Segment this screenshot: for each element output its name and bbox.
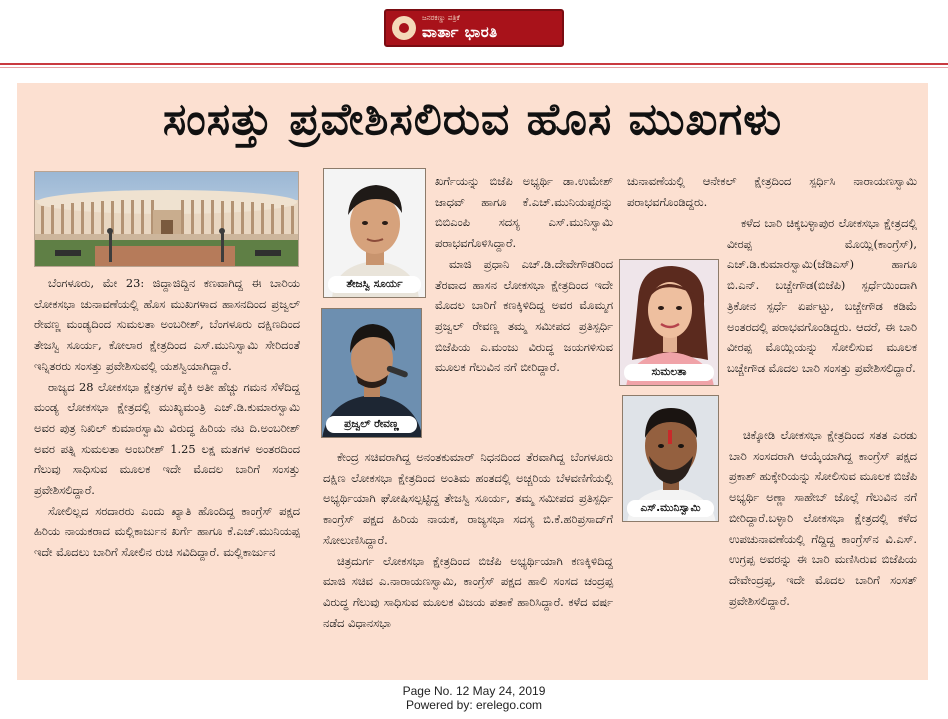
powered-by-link[interactable]: Powered by: erelego.com <box>405 698 543 712</box>
article-column-3-right <box>727 213 917 379</box>
paragraph: ಬೆಂಗಳೂರು, ಮೇ 23: ಜಿದ್ದಾಜಿದ್ದಿನ ಕಣವಾಗಿದ್ದ ಈ ಬಾರಿಯ ಲೋಕಸಭಾ ಚುನಾವಣೆಯಲ್ಲಿ ಹೊಸ ಮುಖಗಳಾದ ಹಾಸನದಿಂದ ಪ್ರಜ್ವಲ್ ರೇವಣ್ಣ ಮಂಡ್ಯದಿಂದ ಸುಮಲತಾ ಅಂಬರೀಶ್, ಬೆಂಗಳೂರು ದಕ್ಷಿಣದಿಂದ ತೇಜಸ್ವಿ ಸೂರ್ಯ, ಕೋಲಾರ ಕ್ಷೇತ್ರದಿಂದ ಎಸ್.ಮುನಿಸ್ವಾಮಿ ಸೇರಿದಂತೆ ಇನ್ನಿತರರು ಸಂಸತ್ತು ಪ್ರವೇಶಿಸುವಲ್ಲಿ ಯಶಸ್ವಿಯಾಗಿದ್ದಾರೆ. <box>34 276 300 373</box>
photo-muniswamy <box>622 395 719 522</box>
paragraph: ಕೇಂದ್ರ ಸಚಿವರಾಗಿದ್ದ ಅನಂತಕುಮಾರ್ ನಿಧನದಿಂದ ತೆರವಾಗಿದ್ದ ಬೆಂಗಳೂರು ದಕ್ಷಿಣ ಲೋಕಸಭಾ ಕ್ಷೇತ್ರದಿಂದ ಅಂತಿಮ ಹಂತದಲ್ಲಿ ಅಚ್ಚರಿಯ ಬೆಳವಣಿಗೆಯಲ್ಲಿ ಅಭ್ಯರ್ಥಿಯಾಗಿ ಘೋಷಿಸಲ್ಪಟ್ಟಿದ್ದ ತೇಜಸ್ವಿ ಸೂರ್ಯ, ತಮ್ಮ ಸಮೀಪದ ಪ್ರತಿಸ್ಪರ್ಧಿ ಕಾಂಗ್ರೆಸ್ ಪಕ್ಷದ ಹಿರಿಯ ನಾಯಕ, ರಾಜ್ಯಸಭಾ ಸದಸ್ಯ ಬಿ.ಕೆ.ಹರಿಪ್ರಸಾದ್‌ಗೆ ಸೋಲುಣಿಸಿದ್ದಾರೆ. <box>323 450 613 547</box>
article-column-2-lower <box>323 447 613 633</box>
paragraph: ಚಿತ್ರದುರ್ಗ ಲೋಕಸಭಾ ಕ್ಷೇತ್ರದಿಂದ ಬಿಜೆಪಿ ಅಭ್ಯರ್ಥಿಯಾಗಿ ಕಣಕ್ಕಿಳಿದಿದ್ದ ಮಾಜಿ ಸಚಿವ ಎ.ನಾರಾಯಣಸ್ವಾಮಿ, ಕಾಂಗ್ರೆಸ್ ಪಕ್ಷದ ಹಾಲಿ ಸಂಸದ ಚಂದ್ರಪ್ಪ ವಿರುದ್ಧ ಗೆಲುವು ಸಾಧಿಸುವ ಮೂಲಕ ವಿಜಯ ಪತಾಕೆ ಹಾರಿಸಿದ್ದಾರೆ. ಕಳೆದ ವರ್ಷ ನಡೆದ ವಿಧಾನಸಭಾ <box>323 553 613 630</box>
parliament-building-image <box>35 172 299 267</box>
photo-tejasvi-surya <box>323 168 426 298</box>
paragraph: ಖರ್ಗೆಯನ್ನು ಬಿಜೆಪಿ ಅಭ್ಯರ್ಥಿ ಡಾ.ಉಮೇಶ್ ಜಾಧವ್ ಹಾಗೂ ಕೆ.ಎಚ್.ಮುನಿಯಪ್ಪರನ್ನು ಬಿಬಿಎಂಪಿ ಸದಸ್ಯ ಎಸ್.ಮುನಿಸ್ವಾಮಿ ಪರಾಭವಗೊಳಿಸಿದ್ದಾರೆ. <box>435 174 613 251</box>
photo-caption: ಪ್ರಜ್ವಲ್ ರೇವಣ್ಣ <box>326 416 417 433</box>
photo-sumalatha <box>619 259 719 386</box>
article-column-3-top <box>627 171 917 212</box>
logo-emblem-icon <box>392 16 416 40</box>
photo-caption: ತೇಜಸ್ವಿ ಸೂರ್ಯ <box>328 276 421 293</box>
masthead-divider <box>0 63 948 65</box>
parliament-photo <box>34 171 299 267</box>
paragraph: ಕಳೆದ ಬಾರಿ ಚಿಕ್ಕಬಳ್ಳಾಪುರ ಲೋಕಸಭಾ ಕ್ಷೇತ್ರದಲ್ಲಿ ವೀರಪ್ಪ ಮೊಯ್ಲಿ(ಕಾಂಗ್ರೆಸ್), ಎಚ್.ಡಿ.ಕುಮಾರಸ್ವಾಮಿ(ಜೆಡಿಎಸ್) ಹಾಗೂ ಬಿ.ಎನ್. ಬಚ್ಚೇಗೌಡ(ಬಿಜೆಪಿ) ಸ್ಪರ್ಧೆಯಿಂದಾಗಿ ತ್ರಿಕೋನ ಸ್ಪರ್ಧೆ ಏರ್ಪಟ್ಟು, ಬಚ್ಚೇಗೌಡ ಕಡಿಮೆ ಅಂತರದಲ್ಲಿ ಪರಾಭವಗೊಂಡಿದ್ದರು. ಆದರೆ, ಈ ಬಾರಿ ವೀರಪ್ಪ ಮೊಯ್ಲಿಯನ್ನು ಸೋಲಿಸುವ ಮೂಲಕ ಬಚ್ಚೇಗೌಡ ಮೊದಲ ಬಾರಿ ಸಂಸತ್ತು ಪ್ರವೇಶಿಸಲಿದ್ದಾರೆ. <box>727 216 917 375</box>
masthead-divider-thin <box>0 67 948 68</box>
paragraph: ಚಿಕ್ಕೋಡಿ ಲೋಕಸಭಾ ಕ್ಷೇತ್ರದಿಂದ ಸತತ ಎರಡು ಬಾರಿ ಸಂಸದರಾಗಿ ಆಯ್ಕೆಯಾಗಿದ್ದ ಕಾಂಗ್ರೆಸ್ ಪಕ್ಷದ ಪ್ರಕಾಶ್ ಹುಕ್ಕೇರಿಯನ್ನು ಸೋಲಿಸುವ ಮೂಲಕ ಬಿಜೆಪಿ ಅಭ್ಯರ್ಥಿ ಅಣ್ಣಾ ಸಾಹೇಬ್ ಜೊಲ್ಲೆ ಗೆಲುವಿನ ನಗೆ ಬೀರಿದ್ದಾರೆ.ಬಳ್ಳಾರಿ ಲೋಕಸಭಾ ಕ್ಷೇತ್ರದಲ್ಲಿ ಕಳೆದ ಉಪಚುನಾವಣೆಯಲ್ಲಿ ಗೆದ್ದಿದ್ದ ಕಾಂಗ್ರೆಸ್‌ನ ವಿ.ಎಸ್. ಉಗ್ರಪ್ಪ ಅವರನ್ನು ಈ ಬಾರಿ ಮಣಿಸಿರುವ ಬಿಜೆಪಿಯ ದೇವೇಂದ್ರಪ್ಪ, ಇದೇ ಮೊದಲ ಬಾರಿಗೆ ಸಂಸತ್ ಪ್ರವೇಶಿಸಲಿದ್ದಾರೆ. <box>729 428 917 608</box>
article-column-2 <box>435 171 613 378</box>
article-clipping <box>17 83 928 680</box>
article-column-1 <box>34 273 300 563</box>
paragraph: ಚುನಾವಣೆಯಲ್ಲಿ ಆನೇಕಲ್ ಕ್ಷೇತ್ರದಿಂದ ಸ್ಪರ್ಧಿಸಿ ನಾರಾಯಣಸ್ವಾಮಿ ಪರಾಭವಗೊಂಡಿದ್ದರು. <box>627 174 917 209</box>
newspaper-logo[interactable] <box>384 9 564 47</box>
logo-name: ವಾರ್ತಾ ಭಾರತಿ <box>422 23 498 41</box>
masthead <box>0 0 948 62</box>
article-column-3-lower <box>729 425 917 611</box>
photo-caption: ಸುಮಲತಾ <box>624 364 714 381</box>
photo-prajwal-revanna <box>321 308 422 438</box>
paragraph: ರಾಜ್ಯದ 28 ಲೋಕಸಭಾ ಕ್ಷೇತ್ರಗಳ ಪೈಕಿ ಅತೀ ಹೆಚ್ಚು ಗಮನ ಸೆಳೆದಿದ್ದ ಮಂಡ್ಯ ಲೋಕಸಭಾ ಕ್ಷೇತ್ರದಲ್ಲಿ ಮುಖ್ಯಮಂತ್ರಿ ಎಚ್.ಡಿ.ಕುಮಾರಸ್ವಾಮಿ ಅವರ ಪುತ್ರ ನಿಖಿಲ್ ಕುಮಾರಸ್ವಾಮಿ ವಿರುದ್ಧ ಹಿರಿಯ ನಟ ದಿ.ಅಂಬರೀಶ್ ಅವರ ಪತ್ನಿ ಸುಮಲತಾ ಅಂಬರೀಶ್ 1.25 ಲಕ್ಷ ಮತಗಳ ಅಂತರದಿಂದ ಗೆಲುವು ಸಾಧಿಸುವ ಮೂಲಕ ಇದೇ ಮೊದಲ ಬಾರಿಗೆ ಸಂಸತ್ತು ಪ್ರವೇಶಿಸಲಿದ್ದಾರೆ. <box>34 379 300 498</box>
logo-tagline: ಜನರಕಣ್ಣು ಪತ್ರಿಕೆ <box>422 14 460 22</box>
paragraph: ಮಾಜಿ ಪ್ರಧಾನಿ ಎಚ್.ಡಿ.ದೇವೇಗೌಡರಿಂದ ತೆರವಾದ ಹಾಸನ ಲೋಕಸಭಾ ಕ್ಷೇತ್ರದಿಂದ ಇದೇ ಮೊದಲ ಬಾರಿಗೆ ಕಣಕ್ಕಿಳಿದಿದ್ದ ಅವರ ಮೊಮ್ಮಗ ಪ್ರಜ್ವಲ್ ರೇವಣ್ಣ ತಮ್ಮ ಸಮೀಪದ ಪ್ರತಿಸ್ಪರ್ಧಿ ಬಿಜೆಪಿಯ ಎ.ಮಂಜು ವಿರುದ್ಧ ಜಯಗಳಿಸುವ ಮೂಲಕ ಗೆಲುವಿನ ನಗೆ ಬೀರಿದ್ದಾರೆ. <box>435 256 613 375</box>
paragraph: ಸೋಲಿಲ್ಲದ ಸರದಾರರು ಎಂದು ಖ್ಯಾತಿ ಹೊಂದಿದ್ದ ಕಾಂಗ್ರೆಸ್ ಪಕ್ಷದ ಹಿರಿಯ ನಾಯಕರಾದ ಮಲ್ಲಿಕಾರ್ಜುನ ಖರ್ಗೆ ಹಾಗೂ ಕೆ.ಎಚ್.ಮುನಿಯಪ್ಪ ಇದೇ ಮೊದಲು ಬಾರಿಗೆ ಸೋಲಿನ ರುಚಿ ಸವಿದಿದ್ದಾರೆ. ಮಲ್ಲಿಕಾರ್ಜುನ <box>34 503 300 560</box>
article-headline: ಸಂಸತ್ತು ಪ್ರವೇಶಿಸಲಿರುವ ಹೊಸ ಮುಖಗಳು <box>162 93 783 145</box>
photo-caption: ಎಸ್.ಮುನಿಸ್ವಾಮಿ <box>627 500 714 517</box>
page-info: Page No. 12 May 24, 2019 <box>402 684 546 698</box>
